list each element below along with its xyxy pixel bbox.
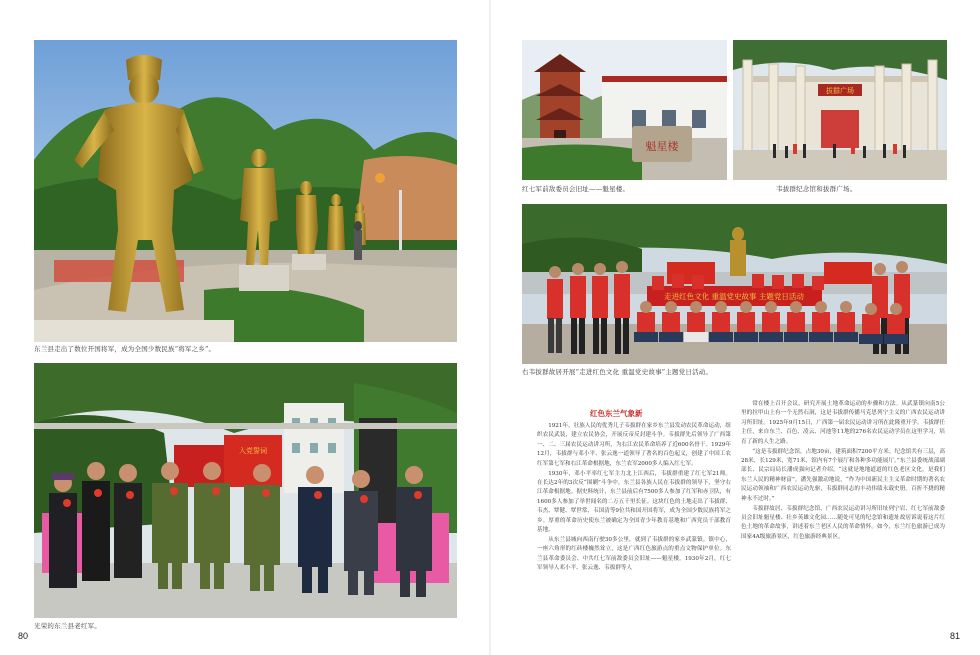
caption-statues: 东兰县走出了数位开国将军，成为全国少数民族“将军之乡”。: [34, 345, 216, 353]
group-banner-text: 走进红色文化 重温党史故事 主题党日活动: [664, 292, 804, 301]
tower-sign-text: 魁星楼: [645, 140, 679, 153]
article-title: 红色东兰气象新: [590, 409, 643, 418]
article-column-2: [741, 400, 945, 543]
photo-red-army-veterans: [34, 363, 457, 618]
caption-group: 右韦拔群故居开展“走进红色文化 重温党史故事”主题党日活动。: [522, 368, 713, 376]
caption-memorial: 韦拔群纪念馆和拔群广场。: [776, 185, 857, 193]
photo-general-statues: [34, 40, 457, 342]
caption-veterans: 光荣的东兰县老红军。: [34, 622, 101, 630]
paragraph: 常在楼上召开会议，研究开展土地革命运动的步骤和方法。从武篆镇向南5公里的拉甲山上有一个无然石洞，这是韦拔群传播马克思列宁主义的广西农民运动讲习所旧址。1925年9月15日，广西第一届农民运动讲习所在此隆重开学。韦拔群任主任，来自东兰、百色、凌云、河池等11地的276名农民运动学员在这里学习，培育了新的人生之路。: [741, 401, 945, 445]
paragraph: 韦拔群故居、韦拔群纪念馆、广西农民运动讲习所旧址列宁岩、红七军前敌委员会旧址魁星楼、壮乡英雄文化园……随处可见的纪念馆和遗址故居诉说着这片红色土地的革命故事，讲述着东兰老区人民的革命情怀。如今，东兰红色旅游已成为国家4A级旅游景区，红色旅游经典景区。: [741, 505, 945, 540]
photo-party-day-group: [522, 204, 947, 364]
memorial-sign-text: 拔群广场: [826, 87, 854, 95]
paragraph: 从东兰县城向西南行驶30多公里，就到了韦拔群的家乡武篆镇。镇中心，一座六角形的红砖楼巍然耸立，这是广西红色旅游点的重点文物保护单位。东兰县革命委员会、中共红七军前敌委员会旧址——魁星楼。1930年2月，红七军领导人邓小平、张云逸、韦拔群等人: [537, 537, 731, 572]
article-column-1: [537, 422, 731, 574]
photo-kuixing-tower: [522, 40, 727, 180]
banner-small-text: 入党誓词: [239, 447, 267, 455]
page-gutter: [489, 0, 491, 655]
paragraph: “这是韦拔群纪念馆，占地30亩，建筑面积7200平方米。纪念馆共有三层，高28米，长129米，宽71米，馆内有7个展厅和各种多功能展厅。”东兰县委统战部副部长、民宗局局长潘成强向记者介绍，“这就是地地道道的红色老区文化，是我们东兰人民的精神财富”。潘先强激动地说，“作为中国新民主主义革命时期的著名农民运动领袖和广西农民运动先驱，韦拔群同志的丰功伟绩永载史册。百折不挠的精神永不过时。”: [741, 448, 945, 502]
caption-tower: 红七军前敌委员会旧址——魁星楼。: [522, 185, 630, 193]
page-number-left: 80: [18, 631, 29, 641]
page-number-right: 81: [950, 631, 961, 641]
photo-memorial-square: [733, 40, 947, 180]
paragraph: 1921年，壮族人民的优秀儿子韦拔群在家乡东兰县发动农民革命运动，组织农民武装，建立农民协会，开展反帝反封建斗争。韦拔群先后领导了广西第一、二、三届农民运动讲习所，为右江农民革命培养了近600名骨干。1929年12月，韦拔群与邓小平、张云逸一道领导了著名的百色起义，创建了中国工农红军第七军和右江革命根据地，东兰农军2000多人编入红七军。: [537, 423, 731, 467]
paragraph: 1930年，邓小平率红七军主力北上江西后，韦拔群重建了红七军21师。在长达2年的3次反“围剿”斗争中，东兰县各族人民在韦拔群的领导下，坚守右江革命根据地。据史料统计，东兰县前后有7500多人参加了红军和赤卫队，有1600多人参加了举世闻名的二万五千里长征。这块红色的土地走出了韦拔群、韦杰、覃健、覃世常、韦国清等9位共和国开国将军，成为全国少数民族将军之乡。厚重的革命历史使东兰被确定为全国青少年教育基地和广西党员干部教育基地。: [537, 470, 731, 534]
